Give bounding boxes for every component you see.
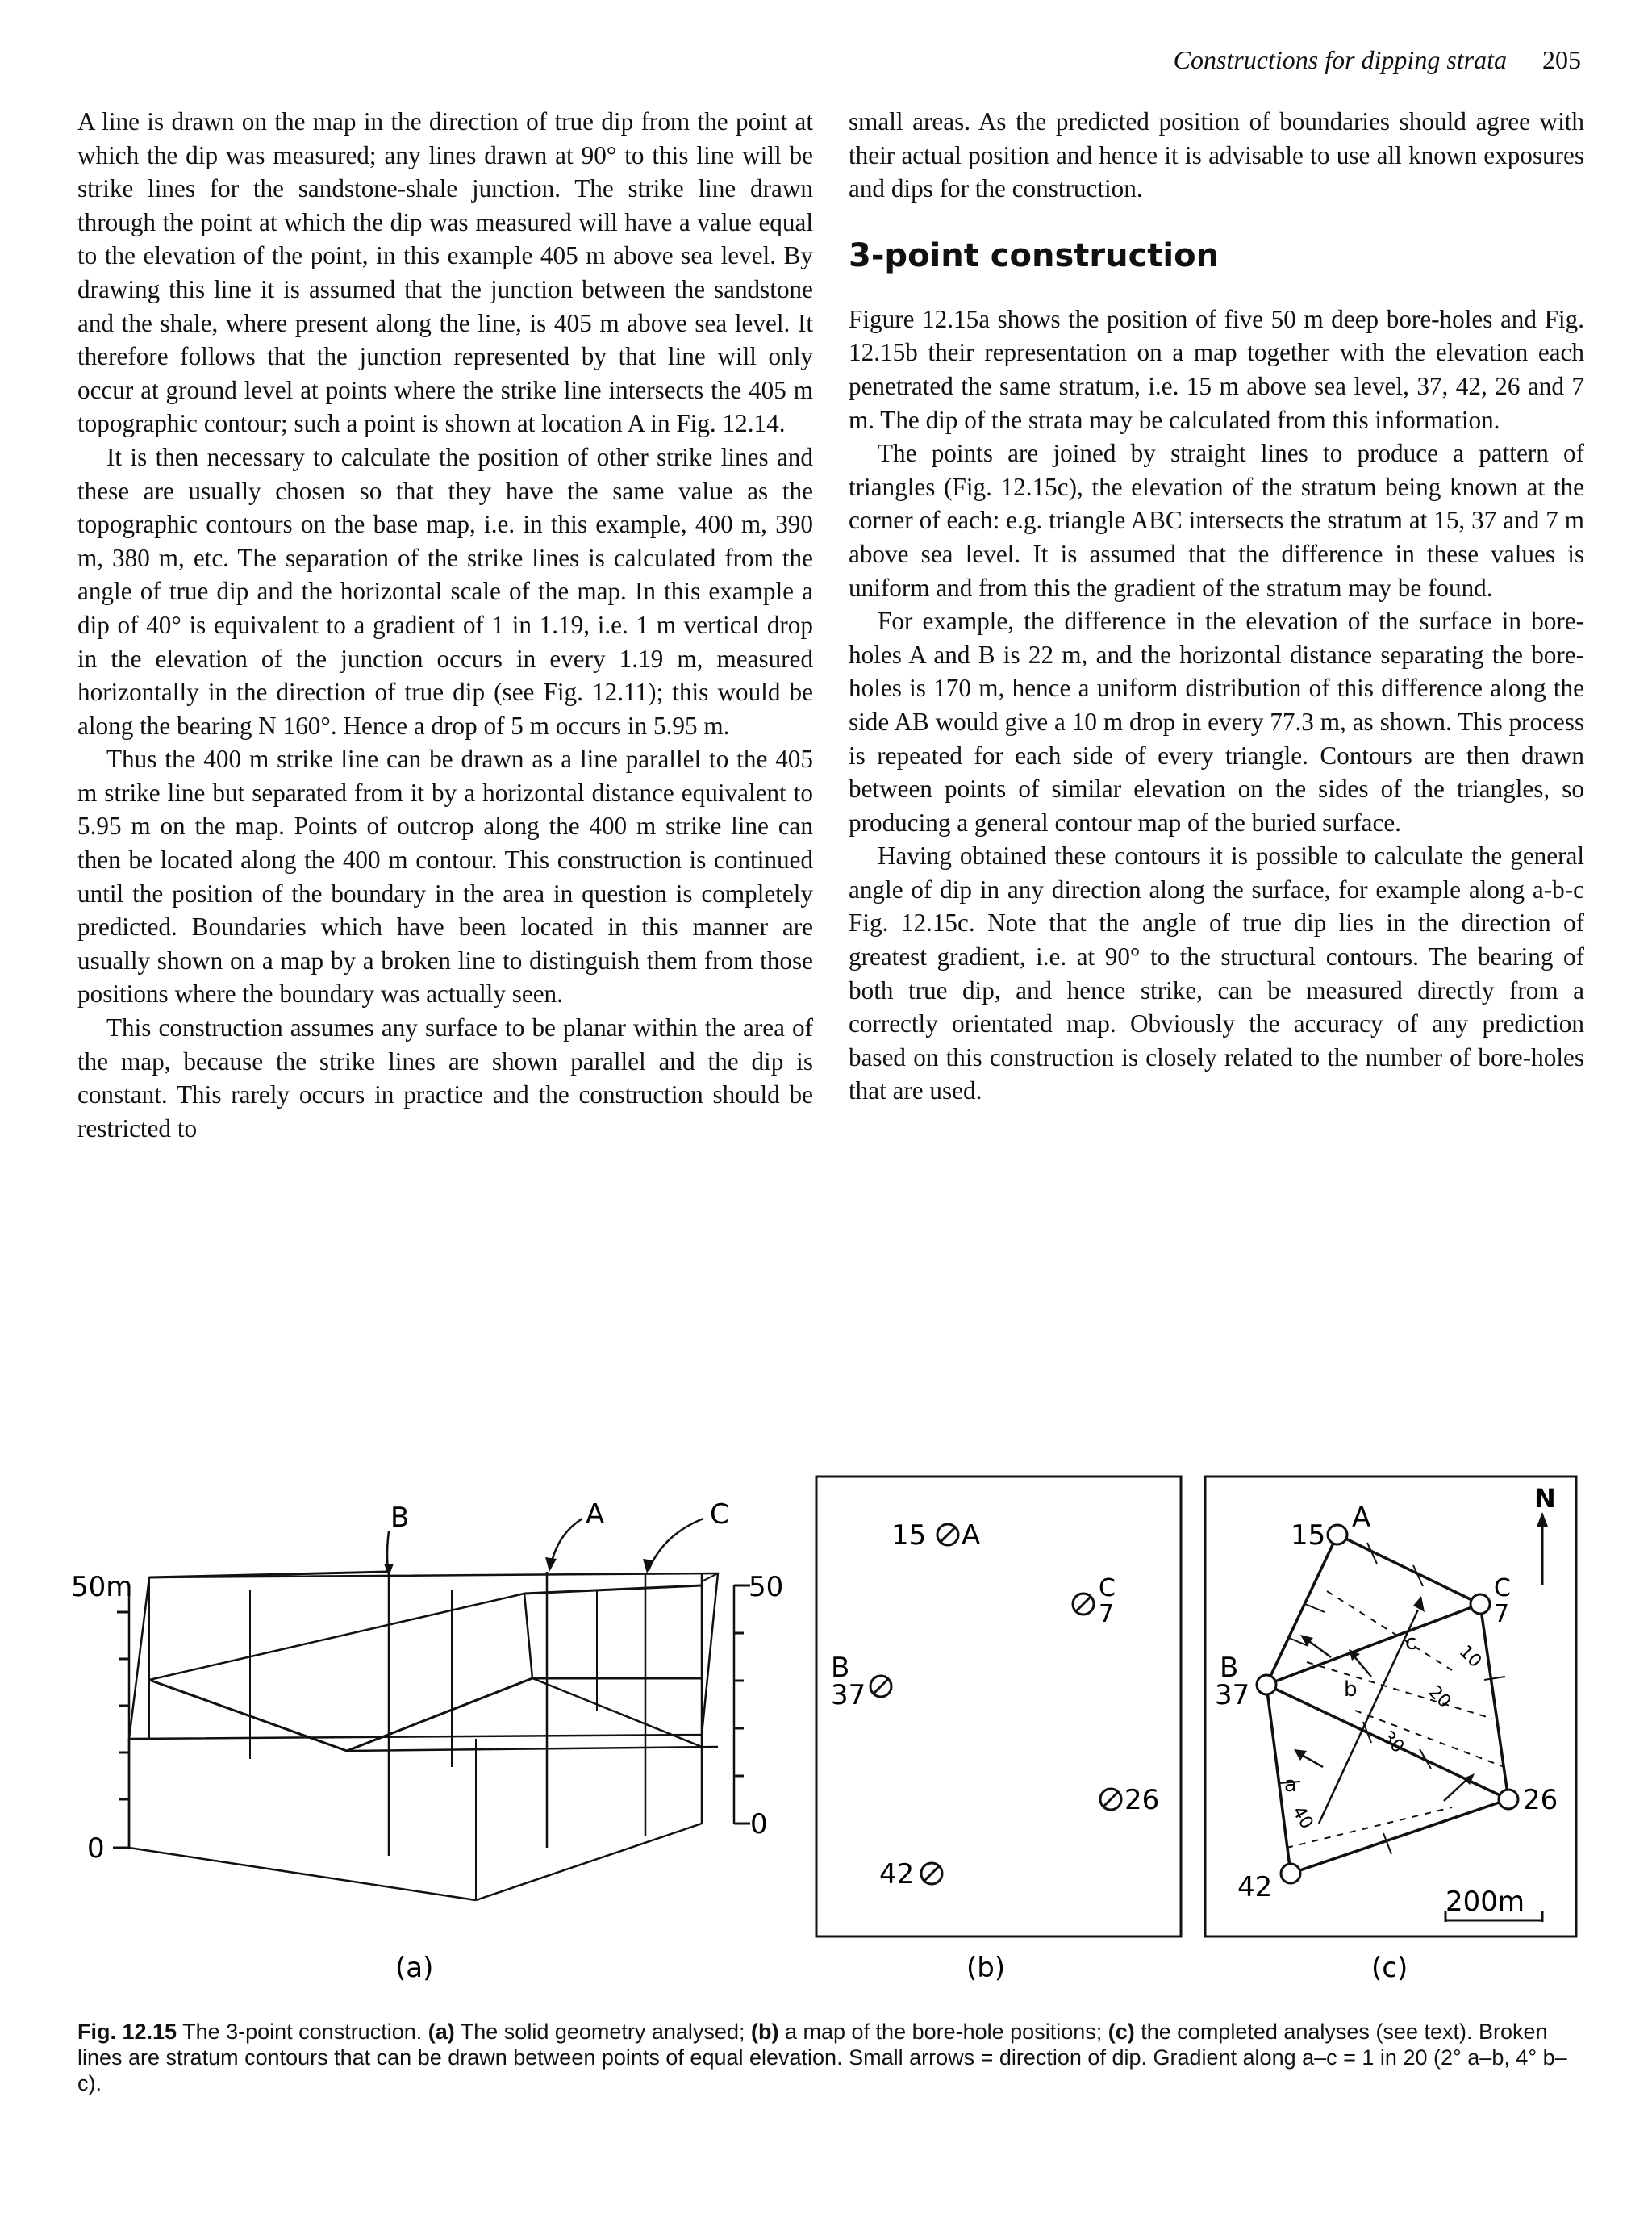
caption-text-2: The solid geometry analysed; [460, 2020, 745, 2044]
panel-c-b-value: 37 [1215, 1679, 1250, 1711]
panel-c-c-value: 7 [1494, 1600, 1510, 1628]
panel-b-bore-b-letter: B [831, 1652, 850, 1684]
caption-tag-a: (a) [428, 2020, 455, 2044]
borehole-symbol-b [870, 1676, 891, 1697]
panel-a-label-a: A [586, 1498, 605, 1531]
running-title: Constructions for dipping strata [1173, 45, 1507, 74]
panel-c-b-letter: B [1220, 1652, 1239, 1684]
section-heading: 3-point construction [849, 236, 1220, 274]
panel-b [816, 1477, 1181, 1936]
figure-caption [77, 2019, 1586, 2096]
panel-c-caption-label: (c) [1371, 1952, 1408, 1984]
right-paragraph-2: The points are joined by straight lines to produce a pattern of triangles (Fig. 12.15c), the elevation of the stratum being known at the corner of each: e.g. triangle ABC intersects the stratum at 15, 37 and 7 m above sea level. It is assumed that the difference in these values is uniform and from this the gradient of the stratum may be found. [849, 439, 1584, 602]
panel-a-label-b: B [390, 1502, 410, 1534]
left-paragraph-2: It is then necessary to calculate the position of other strike lines and these are usually chosen so that they have the same value as the topographic contours on the base map, i.e. in this example, 400 m, 390 m, 380 m, etc. The separation of the strike lines is calculated from the angle of true dip and the horizontal scale of the map. In this example a dip of 40° is equivalent to a gradient of 1 in 1.19, i.e. 1 m vertical drop in the elevation of the junction occurs in every 1.19 m, measured horizontally in the direction of true dip (see Fig. 12.11); this would be along the bearing N 160°. Hence a drop of 5 m occurs in 5.95 m. [77, 442, 813, 740]
left-paragraph-1: A line is drawn on the map in the direction of true dip from the point at which the dip was measured; any lines drawn at 90° to this line will be strike lines for the sandstone-shale junction. The strike line drawn through the point at which the dip was measured will have a value equal to the elevation of the point, in this example 405 m above sea level. By drawing this line it is assumed that the junction between the sandstone and the shale, where present along the line, is 405 m above sea level. It therefore follows that the junction represented by that line will only occur at ground level at points where the strike line intersects the 405 m topographic contour; such a point is shown at location A in Fig. 12.14. [77, 107, 813, 438]
page-number: 205 [1542, 45, 1581, 74]
right-intro-paragraph: small areas. As the predicted position of boundaries should agree with their actual position and hence it is advisable to use all known exposures and dips for the construction. [849, 107, 1584, 203]
left-paragraph-4: This construction assumes any surface to be planar within the area of the map, because the strike lines are shown parallel and the dip is constant. This rarely occurs in practice and the construction should be restricted to [77, 1013, 813, 1143]
panel-b-bore-b-value: 37 [831, 1679, 866, 1711]
panel-b-bore-a-letter: A [962, 1519, 981, 1552]
panel-c-letter-a: a [1284, 1773, 1297, 1797]
panel-b-caption-label: (b) [966, 1952, 1006, 1984]
caption-text-4: the completed analyses (see text). Broken lines are stratum contours that can be drawn between points of equal elevation. Small arrows = direction of dip. Gradient along a–c = 1 in 20 (2° a–b, 4° b–c). [77, 2020, 1567, 2095]
panel-a-label-c: C [710, 1498, 729, 1531]
panel-b-bore-a-value: 15 [891, 1519, 927, 1552]
panel-a-scale-bottom-left: 0 [87, 1832, 105, 1865]
right-column [849, 105, 1584, 1108]
borehole-symbol-26 [1100, 1789, 1121, 1810]
panel-b-bore-c-letter: C [1099, 1574, 1116, 1602]
panel-c-letter-b: b [1344, 1677, 1358, 1702]
panel-c-42-value: 42 [1237, 1871, 1273, 1903]
panel-a-scale-top-right: 50 [749, 1571, 784, 1603]
borehole-symbol-c [1073, 1594, 1094, 1615]
caption-tag-c: (c) [1108, 2020, 1135, 2044]
panel-c [1205, 1477, 1576, 1936]
panel-c-c-letter: C [1494, 1574, 1511, 1602]
panel-c-a-value: 15 [1291, 1519, 1326, 1552]
contour-40-label: 40 [1287, 1803, 1317, 1833]
panel-b-bore-26-value: 26 [1124, 1784, 1160, 1816]
contour-10-label: 10 [1454, 1641, 1486, 1673]
caption-figure-number: Fig. 12.15 [77, 2020, 177, 2044]
contour-30-label: 30 [1377, 1727, 1408, 1758]
panel-a-caption-label: (a) [395, 1952, 434, 1984]
panel-c-26-value: 26 [1523, 1784, 1558, 1816]
panel-a [113, 1519, 750, 1900]
right-paragraph-4: Having obtained these contours it is possible to calculate the general angle of dip in any direction along the surface, for example along a-b-c Fig. 12.15c. Note that the angle of true dip lies in the direction of greatest gradient, i.e. at 90° to the structural contours. The bearing of both true dip, and hence strike, can be measured directly from a correctly orientated map. Obviously the accuracy of any prediction based on this construction is closely related to the number of bore-holes that are used. [849, 842, 1584, 1105]
panel-c-scale-label: 200m [1446, 1886, 1525, 1918]
left-column [77, 105, 813, 1145]
panel-b-bore-42-value: 42 [879, 1858, 915, 1890]
caption-text-3: a map of the bore-hole positions; [784, 2020, 1103, 2044]
borehole-symbol-a [937, 1524, 958, 1545]
contour-20-label: 20 [1424, 1681, 1455, 1713]
panel-b-bore-c-value: 7 [1099, 1600, 1115, 1628]
left-paragraph-3: Thus the 400 m strike line can be drawn as a line parallel to the 405 m strike line but separated from it by a horizontal distance equivalent to 5.95 m on the map. Points of outcrop along the 400 m strike line can then be located along the 400 m contour. This construction is continued until the position of the boundary in the area in question is completely predicted. Boundaries which have been located in this manner are usually shown on a map by a broken line to distinguish them from those positions where the boundary was actually seen. [77, 745, 813, 1009]
right-paragraph-1: Figure 12.15a shows the position of five 50 m deep bore-holes and Fig. 12.15b their representation on a map together with the elevation each penetrated the same stratum, i.e. 15 m above sea level, 37, 42, 26 and 7 m. The dip of the strata may be calculated from this information. [849, 304, 1584, 434]
figure-12-15 [0, 1468, 1652, 1985]
panel-a-scale-bottom-right: 0 [750, 1808, 768, 1840]
caption-tag-b: (b) [750, 2020, 779, 2044]
panel-c-a-letter: A [1352, 1502, 1371, 1534]
figure-drawing [0, 1468, 1652, 1985]
panel-a-scale-top-left: 50m [71, 1571, 133, 1603]
north-label: N [1534, 1483, 1556, 1514]
caption-text-1: The 3-point construction. [182, 2020, 423, 2044]
right-paragraph-3: For example, the difference in the elevation of the surface in bore-holes A and B is 22 m, and the horizontal distance separating the bore-holes is 170 m, hence a uniform distribution of this difference along the side AB would give a 10 m drop in every 77.3 m, as shown. This process is repeated for each side of every triangle. Contours are then drawn between points of similar elevation on the sides of the triangles, so producing a general contour map of the buried surface. [849, 607, 1584, 837]
panel-c-letter-c: c [1405, 1631, 1417, 1655]
page-header [1097, 45, 1581, 86]
borehole-symbol-42 [921, 1863, 942, 1884]
